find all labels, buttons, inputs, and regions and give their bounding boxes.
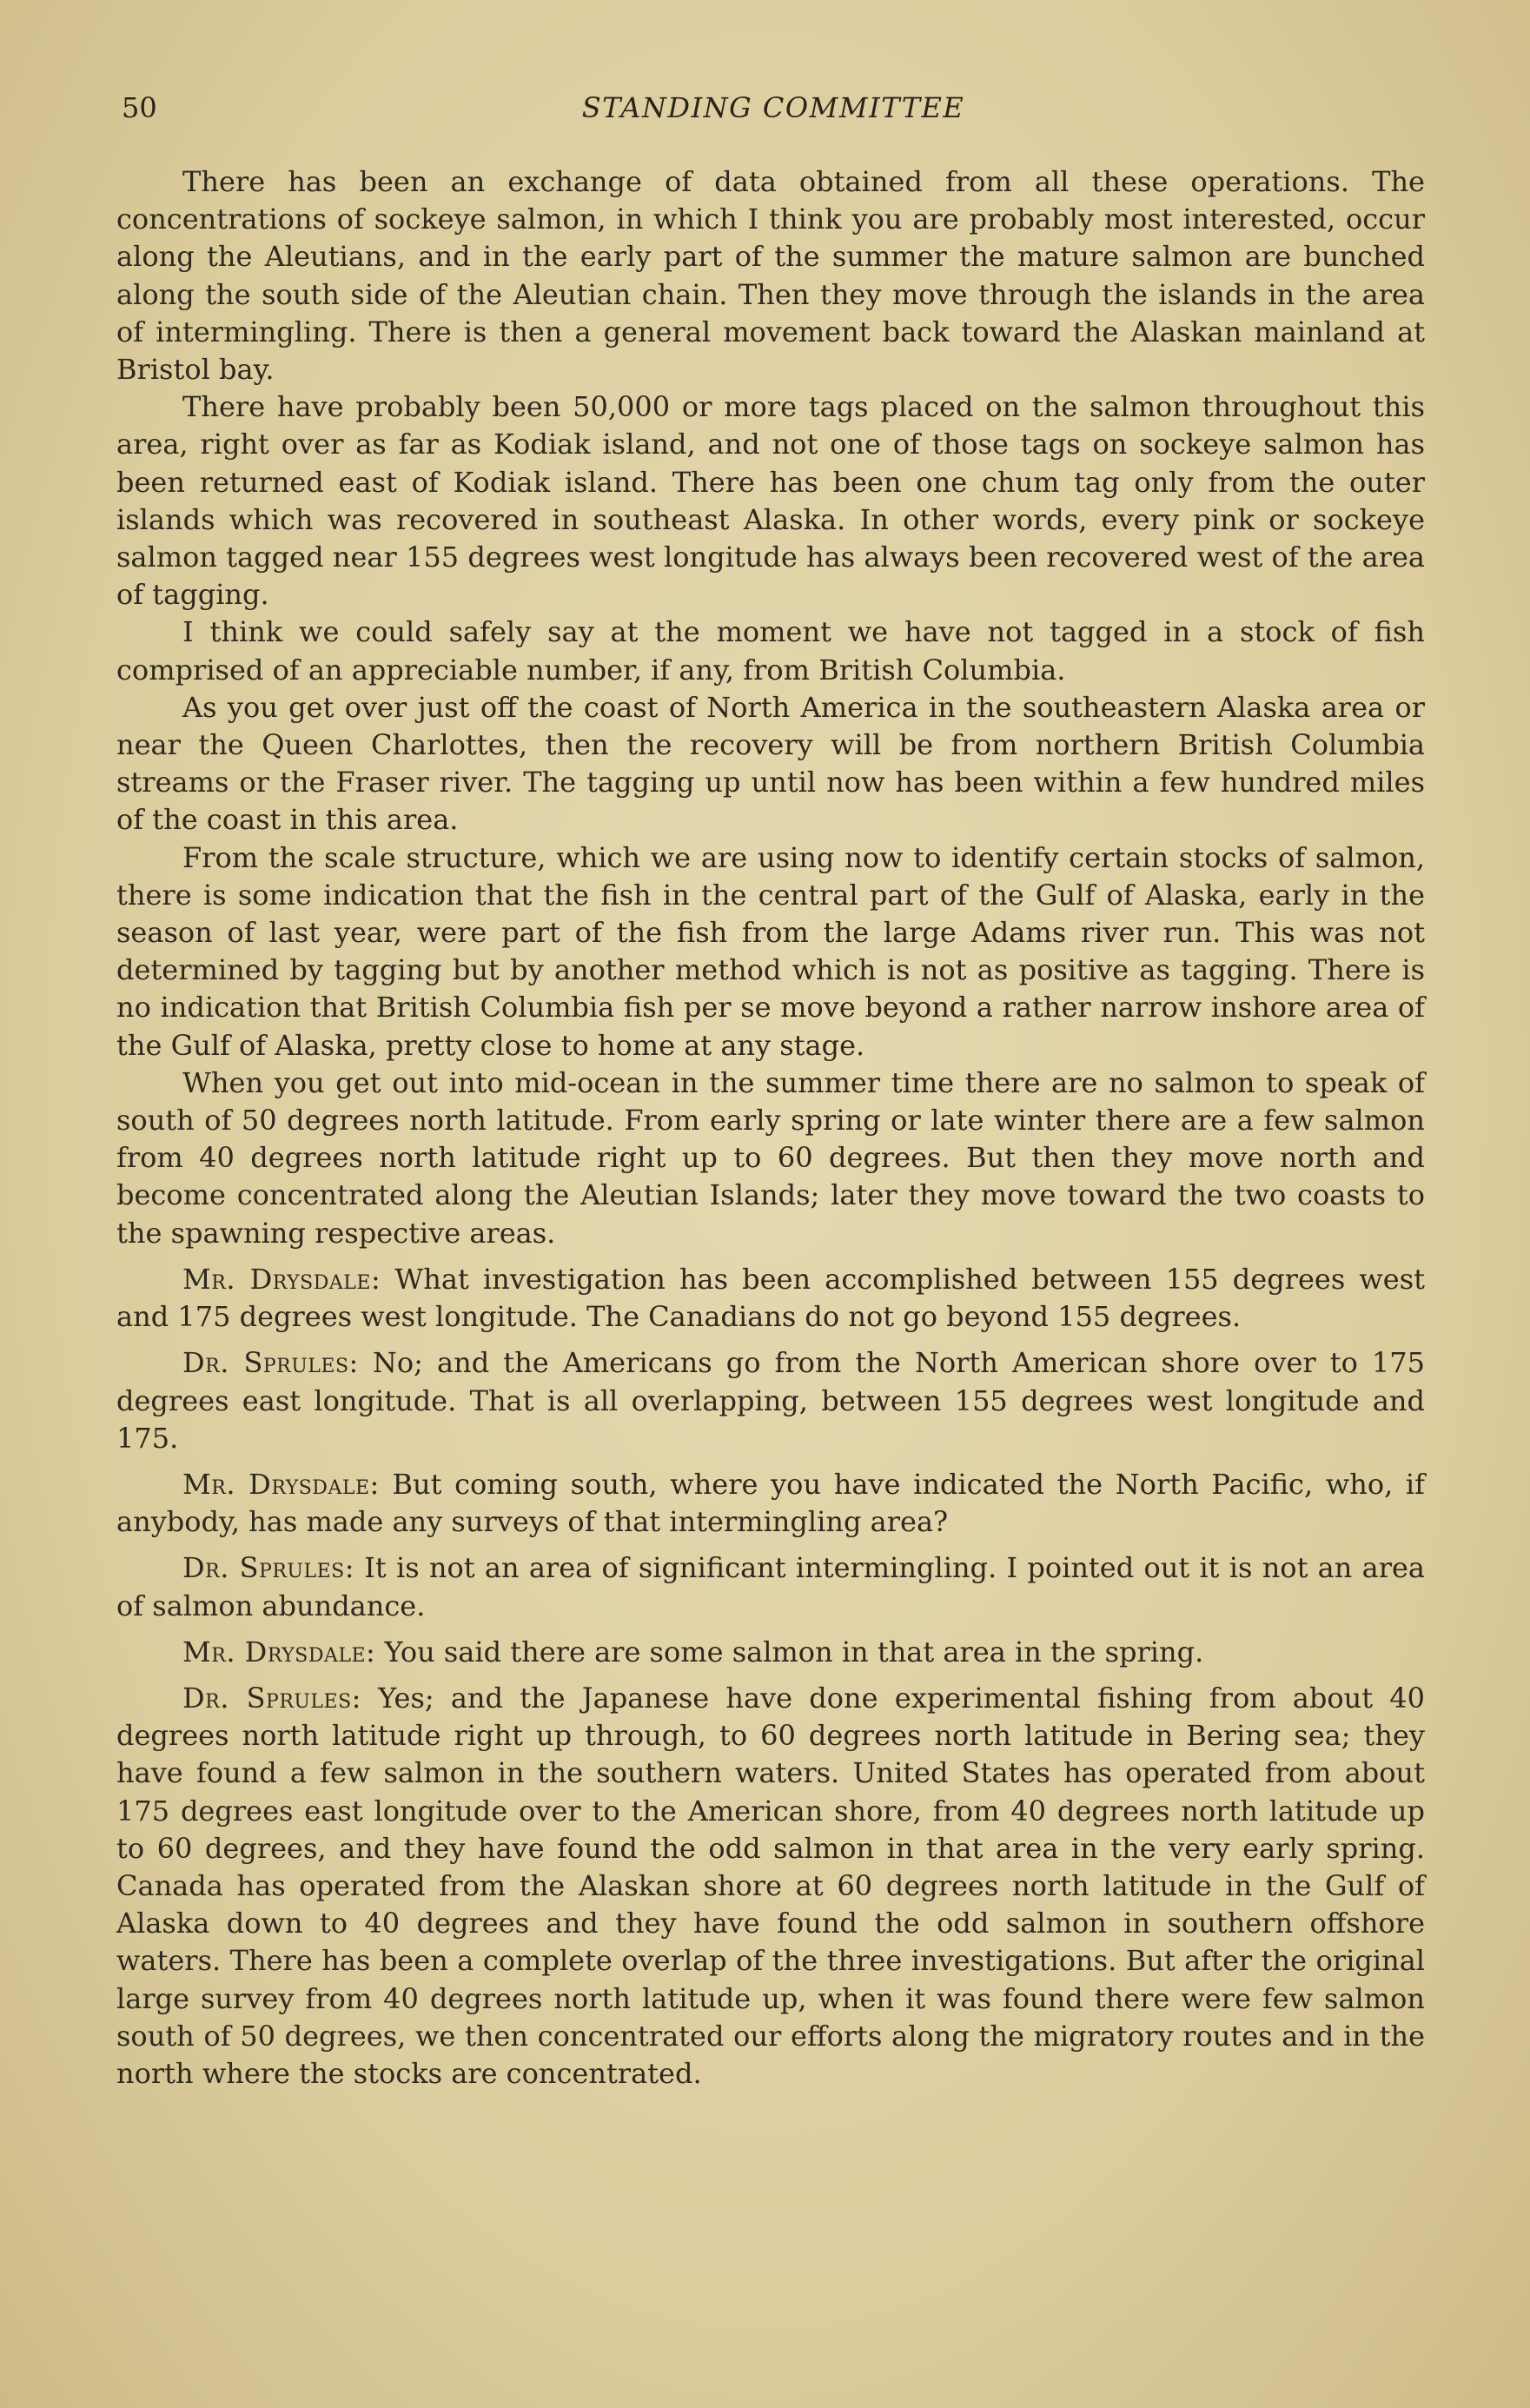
speaker-sprules: Dr. Sprules: [182, 1551, 354, 1585]
dialog-1 [116, 1261, 1425, 1336]
speaker-sprules: Dr. Sprules: [182, 1681, 361, 1715]
paragraph-4: As you get over just off the coast of North America in the southeastern Alaska area or near the Queen Charlottes, then the recovery will be from northern British Columbia streams or the Fraser river. The tagging up until now has been within a few hundred miles of the coast in this area. [116, 690, 1425, 837]
speaker-drysdale: Mr. Drysdale: [182, 1467, 380, 1501]
speaker-sprules: Dr. Sprules: [182, 1346, 359, 1380]
dialog-6 [116, 1680, 1425, 2093]
paragraph-2: There have probably been 50,000 or more tags placed on the salmon throughout this area, right over as far as Kodiak island, and not one of those tags on sockeye salmon has been returned east of Kodiak island. There has been one chum tag only from the outer islands which was recovered in southeast Alaska. In other words, every pink or sockeye salmon tagged near 155 degrees west longitude has always been recovered west of the area of tagging. [116, 390, 1425, 612]
dialog-text: What investigation has been accomplished between 155 degrees west and 175 degrees west longitude. The Canadians do not go beyond 155 degrees. [116, 1262, 1425, 1334]
speaker-drysdale: Mr. Drysdale: [182, 1262, 381, 1296]
dialog-4 [116, 1549, 1425, 1624]
paragraph-3: I think we could safely say at the moment we have not tagged in a stock of fish comprised of an appreciable number, if any, from British Columbia. [116, 615, 1425, 687]
dialog-3 [116, 1466, 1425, 1541]
dialog-2 [116, 1344, 1425, 1457]
dialog-text: You said there are some salmon in that area in the spring. [384, 1635, 1204, 1668]
dialog-text: No; and the Americans go from the North American shore over to 175 degrees east longitude. That is all overlapping, between 155 degrees west longitude and 175. [116, 1346, 1426, 1455]
dialog-text: It is not an area of significant intermingling. I pointed out it is not an area of salmon abundance. [116, 1551, 1426, 1622]
dialog-5 [116, 1634, 1425, 1671]
paragraph-6: When you get out into mid-ocean in the summer time there are no salmon to speak of south of 50 degrees north latitude. From early spring or late winter there are a few salmon from 40 degrees north latitude right up to 60 degrees. But then they move north and become concentrated along the Aleutian Islands; later they move toward the two coasts to the spawning respective areas. [116, 1065, 1425, 1250]
paragraph-5: From the scale structure, which we are using now to identify certain stocks of salmon, there is some indication that the fish in the central part of the Gulf of Alaska, early in the season of last year, were part of the fish from the large Adams river run. This was not determined by tagging but by another method which is not as positive as tagging. There is no indication that British Columbia fish per se move beyond a rather narrow inshore area of the Gulf of Alaska, pretty close to home at any stage. [116, 840, 1425, 1062]
dialog-text: But coming south, where you have indicated the North Pacific, who, if anybody, has made any surveys of that intermingling area? [116, 1467, 1426, 1539]
page-header [122, 91, 1425, 135]
speaker-drysdale: Mr. Drysdale: [182, 1635, 376, 1668]
running-head: STANDING COMMITTEE [581, 91, 965, 124]
body-text [116, 163, 1425, 2093]
paragraph-1: There has been an exchange of data obtained from all these operations. The concentrations of sockeye salmon, in which I think you are probably most interested, occur along the Aleutians, and in the early part of the summer the mature salmon are bunched along the south side of the Aleutian chain. Then they move through the islands in the area of intermingling. There is then a general movement back toward the Alaskan mainland at Bristol bay. [116, 165, 1425, 387]
page-number: 50 [122, 91, 157, 124]
dialog-text: Yes; and the Japanese have done experimental fishing from about 40 degrees north latitude right up through, to 60 degrees north latitude in Bering sea; they have found a few salmon in the southern waters. United States has operated from about 175 degrees east longitude over to the American shore, from 40 degrees north latitude up to 60 degrees, and they have found the odd salmon in that area in the very early spring. Canada has operated from the Alaskan shore at 60 degrees north latitude in the Gulf of Alaska down to 40 degrees and they have found the odd salmon in southern offshore waters. There has been a complete overlap of the three investigations. But after the original large survey from 40 degrees north latitude up, when it was found there were few salmon south of 50 degrees, we then concentrated our efforts along the migratory routes and in the north where the stocks are concentrated. [116, 1681, 1426, 2090]
